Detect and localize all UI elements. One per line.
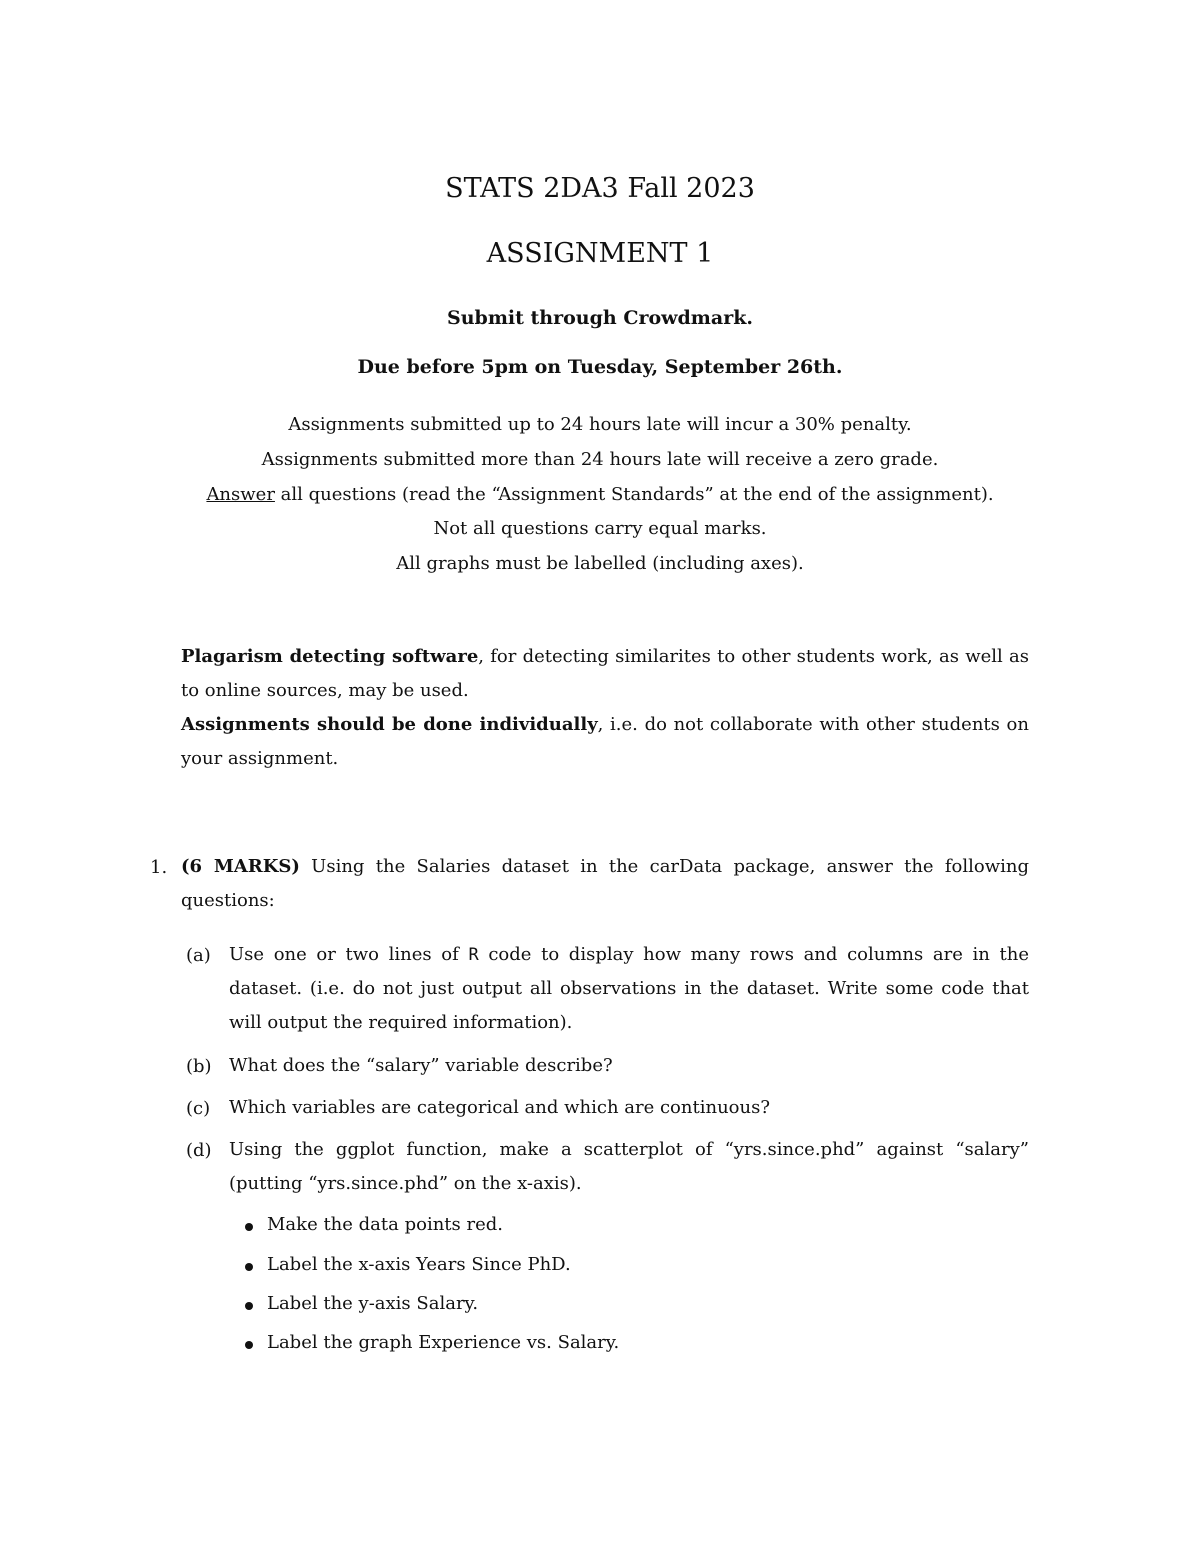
bullet-icon	[245, 1302, 253, 1310]
part-c-label: (c)	[186, 1098, 211, 1119]
question-number: 1.	[150, 857, 168, 878]
assignment-title: ASSIGNMENT 1	[486, 238, 714, 269]
part-a-label: (a)	[186, 945, 211, 966]
zero-grade-rule: Assignments submitted more than 24 hours late will receive a zero grade.	[261, 449, 939, 470]
bullet-item-red-points: Make the data points red.	[267, 1214, 503, 1235]
due-date: Due before 5pm on Tuesday, September 26th.	[357, 356, 843, 378]
r-code-keyword: R	[468, 945, 479, 965]
plagiarism-rest: , for detecting similarites to other students work, as well as to online sources, may be used.	[181, 646, 1029, 701]
part-d-label: (d)	[186, 1140, 212, 1161]
part-a-text-after: code to display how many rows and columns are in the dataset. (i.e. do not just output all observations in the dataset. Write some code that will output the required information).	[229, 944, 1029, 1033]
answer-all-rule	[0, 484, 1200, 505]
late-penalty-rule: Assignments submitted up to 24 hours late will incur a 30% penalty.	[288, 414, 912, 435]
equal-marks-rule: Not all questions carry equal marks.	[433, 518, 767, 539]
bullet-item-x-axis: Label the x-axis Years Since PhD.	[267, 1254, 571, 1275]
part-b-label: (b)	[186, 1056, 212, 1077]
answer-underlined: Answer	[206, 484, 275, 505]
bullet-item-y-axis: Label the y-axis Salary.	[267, 1293, 479, 1314]
question-intro-text: Using the Salaries dataset in the carData package, answer the following questions:	[181, 856, 1029, 911]
plagiarism-bold: Plagarism detecting software	[181, 646, 479, 667]
answer-rest: all questions (read the “Assignment Standards” at the end of the assignment).	[274, 484, 994, 505]
course-title: STATS 2DA3 Fall 2023	[445, 173, 755, 204]
part-c-text: Which variables are categorical and which are continuous?	[229, 1097, 770, 1118]
individual-rest: , i.e. do not collaborate with other students on your assignment.	[181, 714, 1029, 769]
submit-instruction: Submit through Crowdmark.	[447, 307, 753, 329]
part-a-text-before: Use one or two lines of	[229, 944, 469, 965]
question-intro	[181, 850, 1029, 918]
question-marks: (6 MARKS)	[181, 856, 300, 877]
bullet-item-graph-title: Label the graph Experience vs. Salary.	[267, 1332, 620, 1353]
bullet-icon	[245, 1341, 253, 1349]
part-a-text	[229, 938, 1029, 1040]
part-d-text: Using the ggplot function, make a scatterplot of “yrs.since.phd” against “salary” (putting “yrs.since.phd” on the x-axis).	[229, 1139, 1029, 1194]
part-b-text: What does the “salary” variable describe?	[229, 1055, 613, 1076]
bullet-icon	[245, 1263, 253, 1271]
graph-label-rule: All graphs must be labelled (including axes).	[396, 553, 804, 574]
individual-bold: Assignments should be done individually	[181, 714, 598, 735]
bullet-icon	[245, 1223, 253, 1231]
plagiarism-notice	[181, 640, 1029, 776]
